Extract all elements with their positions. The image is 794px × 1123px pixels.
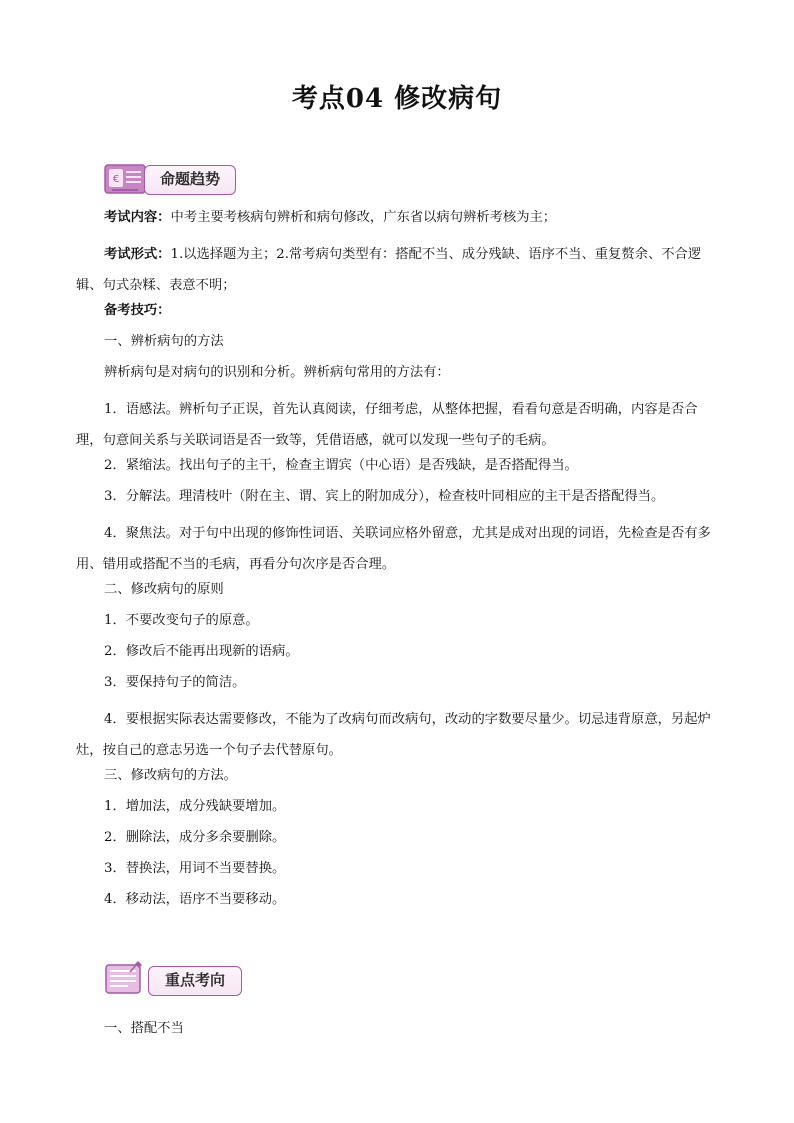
fix-method-2: 2．删除法，成分多余要删除。 [104, 830, 286, 845]
exam-form-label: 考试形式： [104, 247, 171, 262]
exam-content-text: 中考主要考核病句辨析和病句修改，广东省以病句辨析考核为主； [170, 210, 557, 225]
section-badge-trend [104, 163, 234, 199]
method-4: 4．聚焦法。对于句中出现的修饰性词语、关联词应格外留意，尤其是成对出现的词语，先检查是否有多用、错用或搭配不当的毛病，再看分句次序是否合理。 [76, 526, 711, 572]
principle-2: 2．修改后不能再出现新的语病。 [104, 644, 299, 659]
notepad-pin-icon [104, 959, 146, 995]
principle-4: 4．要根据实际表达需要修改，不能为了改病句而改病句，改动的字数要尽量少。切忌违背原意，另起炉灶，按自己的意志另选一个句子去代替原句。 [76, 712, 711, 758]
section-badge-label: 命题趋势 [144, 165, 236, 195]
page-title: 考点04 修改病句 [291, 84, 503, 114]
method-2: 2．紧缩法。找出句子的主干，检查主谓宾（中心语）是否残缺，是否搭配得当。 [104, 458, 578, 473]
method-3: 3．分解法。理清枝叶（附在主、谓、宾上的附加成分），检查枝叶同相应的主干是否搭配得当。 [104, 489, 665, 504]
exam-content-label: 考试内容： [104, 210, 171, 225]
board-icon [104, 163, 146, 195]
method-1: 1．语感法。辨析句子正误，首先认真阅读，仔细考虑，从整体把握，看看句意是否明确，内容是否合理，句意间关系与关联词语是否一致等，凭借语感，就可以发现一些句子的毛病。 [76, 402, 698, 448]
heading-fix-methods: 三、修改病句的方法。 [104, 768, 237, 783]
principle-1: 1．不要改变句子的原意。 [104, 613, 259, 628]
exam-form-text: 1.以选择题为主；2.常考病句类型有：搭配不当、成分残缺、语序不当、重复赘余、不合逻辑、句式杂糅、表意不明； [76, 247, 702, 293]
principle-3: 3．要保持句子的简洁。 [104, 675, 246, 690]
methods-intro: 辨析病句是对病句的识别和分析。辨析病句常用的方法有： [104, 365, 450, 380]
heading-methods: 一、辨析病句的方法 [104, 334, 224, 349]
svg-text:€: € [112, 174, 120, 185]
fix-method-3: 3．替换法，用词不当要替换。 [104, 861, 286, 876]
section-badge-focus [104, 962, 240, 998]
section-badge-label: 重点考向 [148, 966, 242, 996]
heading-principles: 二、修改病句的原则 [104, 582, 224, 597]
heading-collocation: 一、搭配不当 [104, 1021, 184, 1036]
fix-method-1: 1．增加法，成分残缺要增加。 [104, 799, 286, 814]
exam-content-paragraph [76, 208, 716, 228]
exam-form-paragraph [76, 239, 716, 301]
fix-method-4: 4．移动法，语序不当要移动。 [104, 892, 286, 907]
tips-label: 备考技巧： [104, 303, 171, 318]
